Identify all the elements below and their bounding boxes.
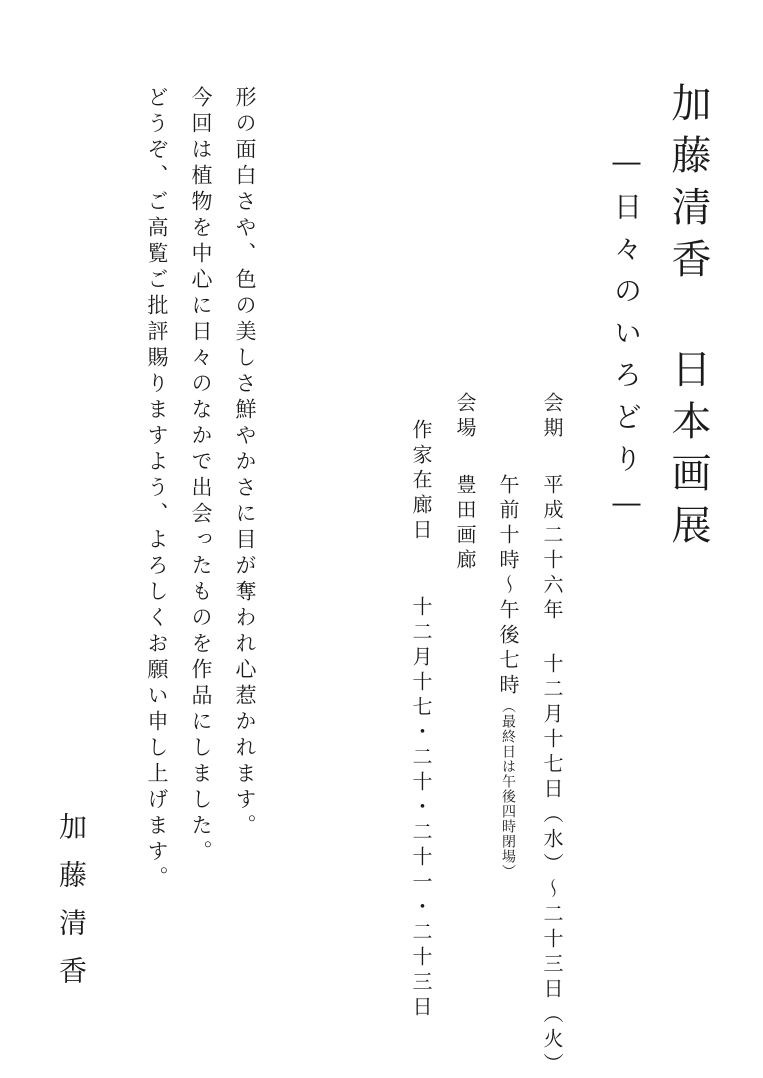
exhibition-title: 加藤清香 日本画展 <box>665 82 711 556</box>
opening-hours <box>498 474 518 879</box>
period-date: 平成二十六年 十二月十七日︵水︶〜二十三日︵火︶ <box>540 474 564 1078</box>
artist-present-label: 作家在廊日 <box>409 419 433 544</box>
venue-label: 会場 <box>453 392 477 442</box>
message-line-3: どうぞ、ご高覧ご批評賜りますよう、よろしくお願い申し上げます。 <box>145 86 169 892</box>
period-label: 会期 <box>540 392 564 442</box>
artist-signature: 加藤清香 <box>55 812 88 1004</box>
opening-hours-text: 午前十時〜午後七時 <box>496 474 520 699</box>
message-line-1: 形の面白さや、色の美しさ鮮やかさに目が奪われ心惹かれます。 <box>233 86 257 840</box>
message-line-2: 今回は植物を中心に日々のなかで出会ったものを作品にしました。 <box>189 86 213 866</box>
exhibition-subtitle: ―日々のいろどり― <box>610 145 643 533</box>
venue-name: 豊田画廊 <box>453 474 477 574</box>
closing-note: ︵最終日は午後四時閉場︶ <box>500 699 516 879</box>
artist-present-dates: 十二月十七・二十・二十一・二十三日 <box>409 596 433 1021</box>
